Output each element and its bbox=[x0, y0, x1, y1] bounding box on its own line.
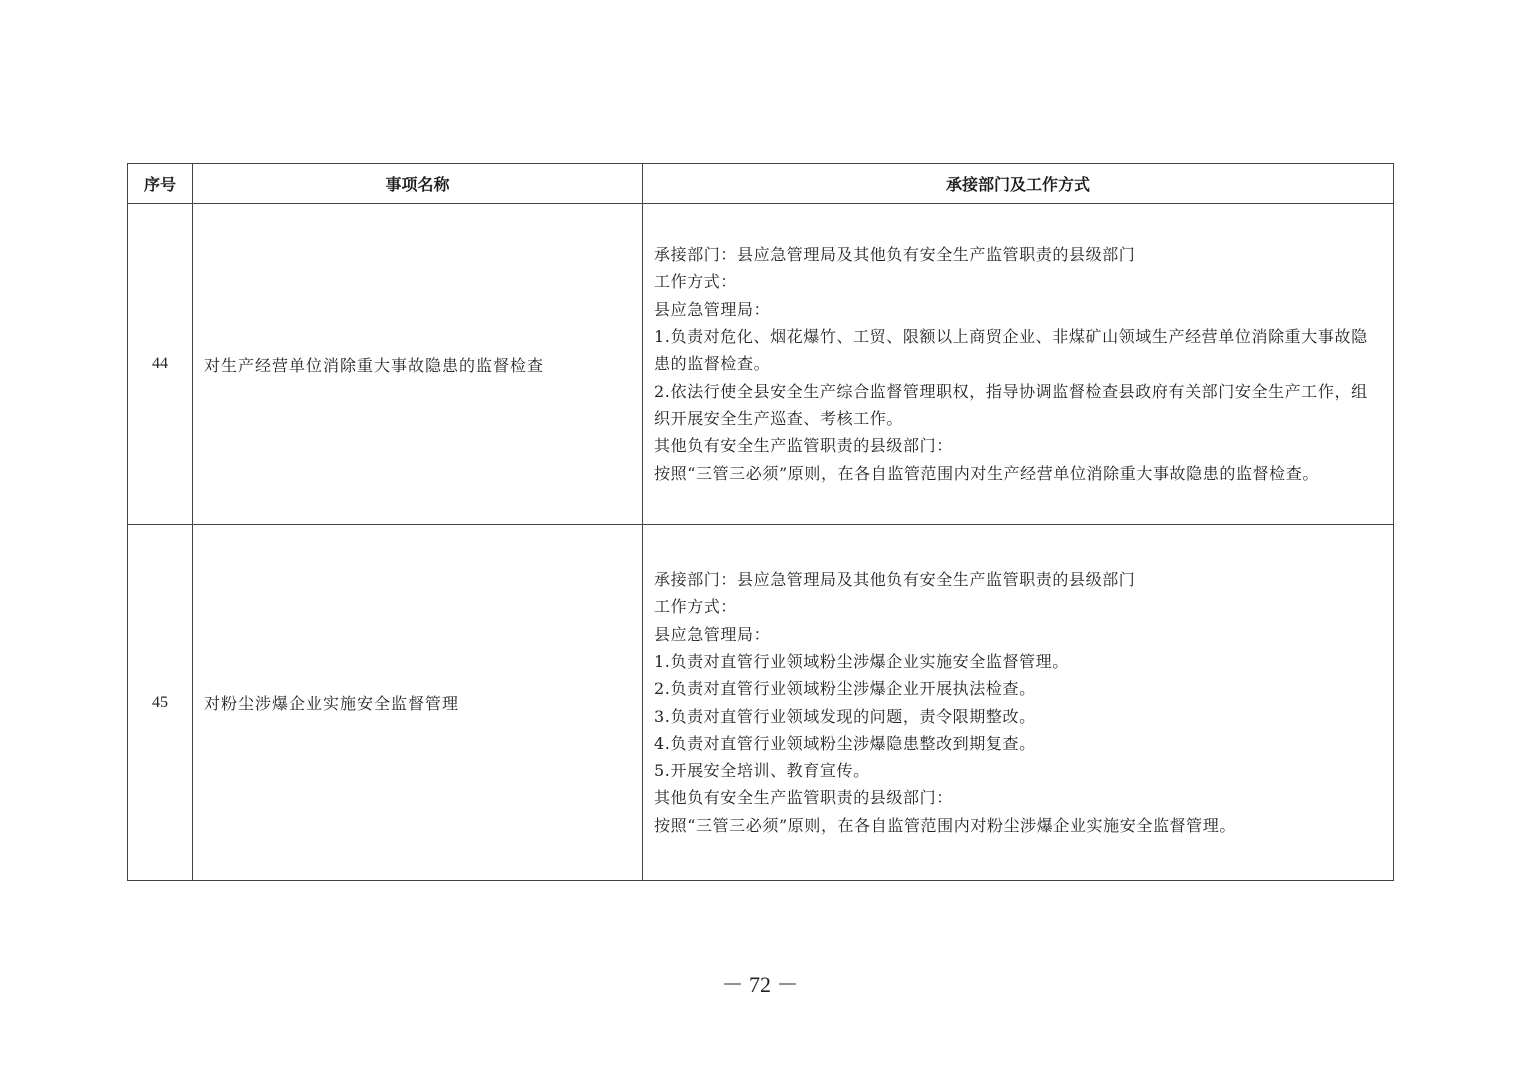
dept-line: 工作方式： bbox=[654, 272, 738, 292]
header-number: 序号 bbox=[128, 164, 193, 204]
dept-line: 3.负责对直管行业领域发现的问题，责令限期整改。 bbox=[654, 706, 1036, 726]
dept-line: 按照“三管三必须”原则，在各自监管范围内对粉尘涉爆企业实施安全监督管理。 bbox=[654, 815, 1236, 835]
dept-line: 承接部门：县应急管理局及其他负有安全生产监管职责的县级部门 bbox=[654, 570, 1136, 590]
dept-line: 承接部门：县应急管理局及其他负有安全生产监管职责的县级部门 bbox=[654, 245, 1136, 265]
item-name: 对生产经营单位消除重大事故隐患的监督检查 bbox=[193, 204, 643, 525]
dept-line: 按照“三管三必须”原则，在各自监管范围内对生产经营单位消除重大事故隐患的监督检查。 bbox=[654, 463, 1319, 483]
dept-line: 2.负责对直管行业领域粉尘涉爆企业开展执法检查。 bbox=[654, 679, 1036, 699]
item-name: 对粉尘涉爆企业实施安全监督管理 bbox=[193, 525, 643, 881]
dept-line: 5.开展安全培训、教育宣传。 bbox=[654, 761, 870, 781]
table-row bbox=[128, 525, 1394, 881]
dept-line: 其他负有安全生产监管职责的县级部门： bbox=[654, 436, 953, 456]
table-header-row bbox=[128, 164, 1394, 204]
department-method-cell bbox=[643, 525, 1394, 881]
dept-line: 其他负有安全生产监管职责的县级部门： bbox=[654, 788, 953, 808]
dept-line: 2.依法行使全县安全生产综合监督管理职权，指导协调监督检查县政府有关部门安全生产工作，组织开展安全生产巡查、考核工作。 bbox=[654, 381, 1368, 428]
header-item-name: 事项名称 bbox=[193, 164, 643, 204]
header-department-method: 承接部门及工作方式 bbox=[643, 164, 1394, 204]
dept-line: 1.负责对直管行业领域粉尘涉爆企业实施安全监督管理。 bbox=[654, 651, 1069, 671]
dept-line: 工作方式： bbox=[654, 597, 738, 617]
row-number: 45 bbox=[128, 525, 193, 881]
dept-line: 1.负责对危化、烟花爆竹、工贸、限额以上商贸企业、非煤矿山领域生产经营单位消除重大事故隐患的监督检查。 bbox=[654, 327, 1368, 374]
row-number: 44 bbox=[128, 204, 193, 525]
department-method-cell bbox=[643, 204, 1394, 525]
duties-table bbox=[127, 163, 1394, 881]
dept-line: 4.负责对直管行业领域粉尘涉爆隐患整改到期复查。 bbox=[654, 733, 1036, 753]
dept-line: 县应急管理局： bbox=[654, 624, 771, 644]
table-row bbox=[128, 204, 1394, 525]
dept-line: 县应急管理局： bbox=[654, 299, 771, 319]
page-number: － 72 － bbox=[721, 972, 799, 997]
